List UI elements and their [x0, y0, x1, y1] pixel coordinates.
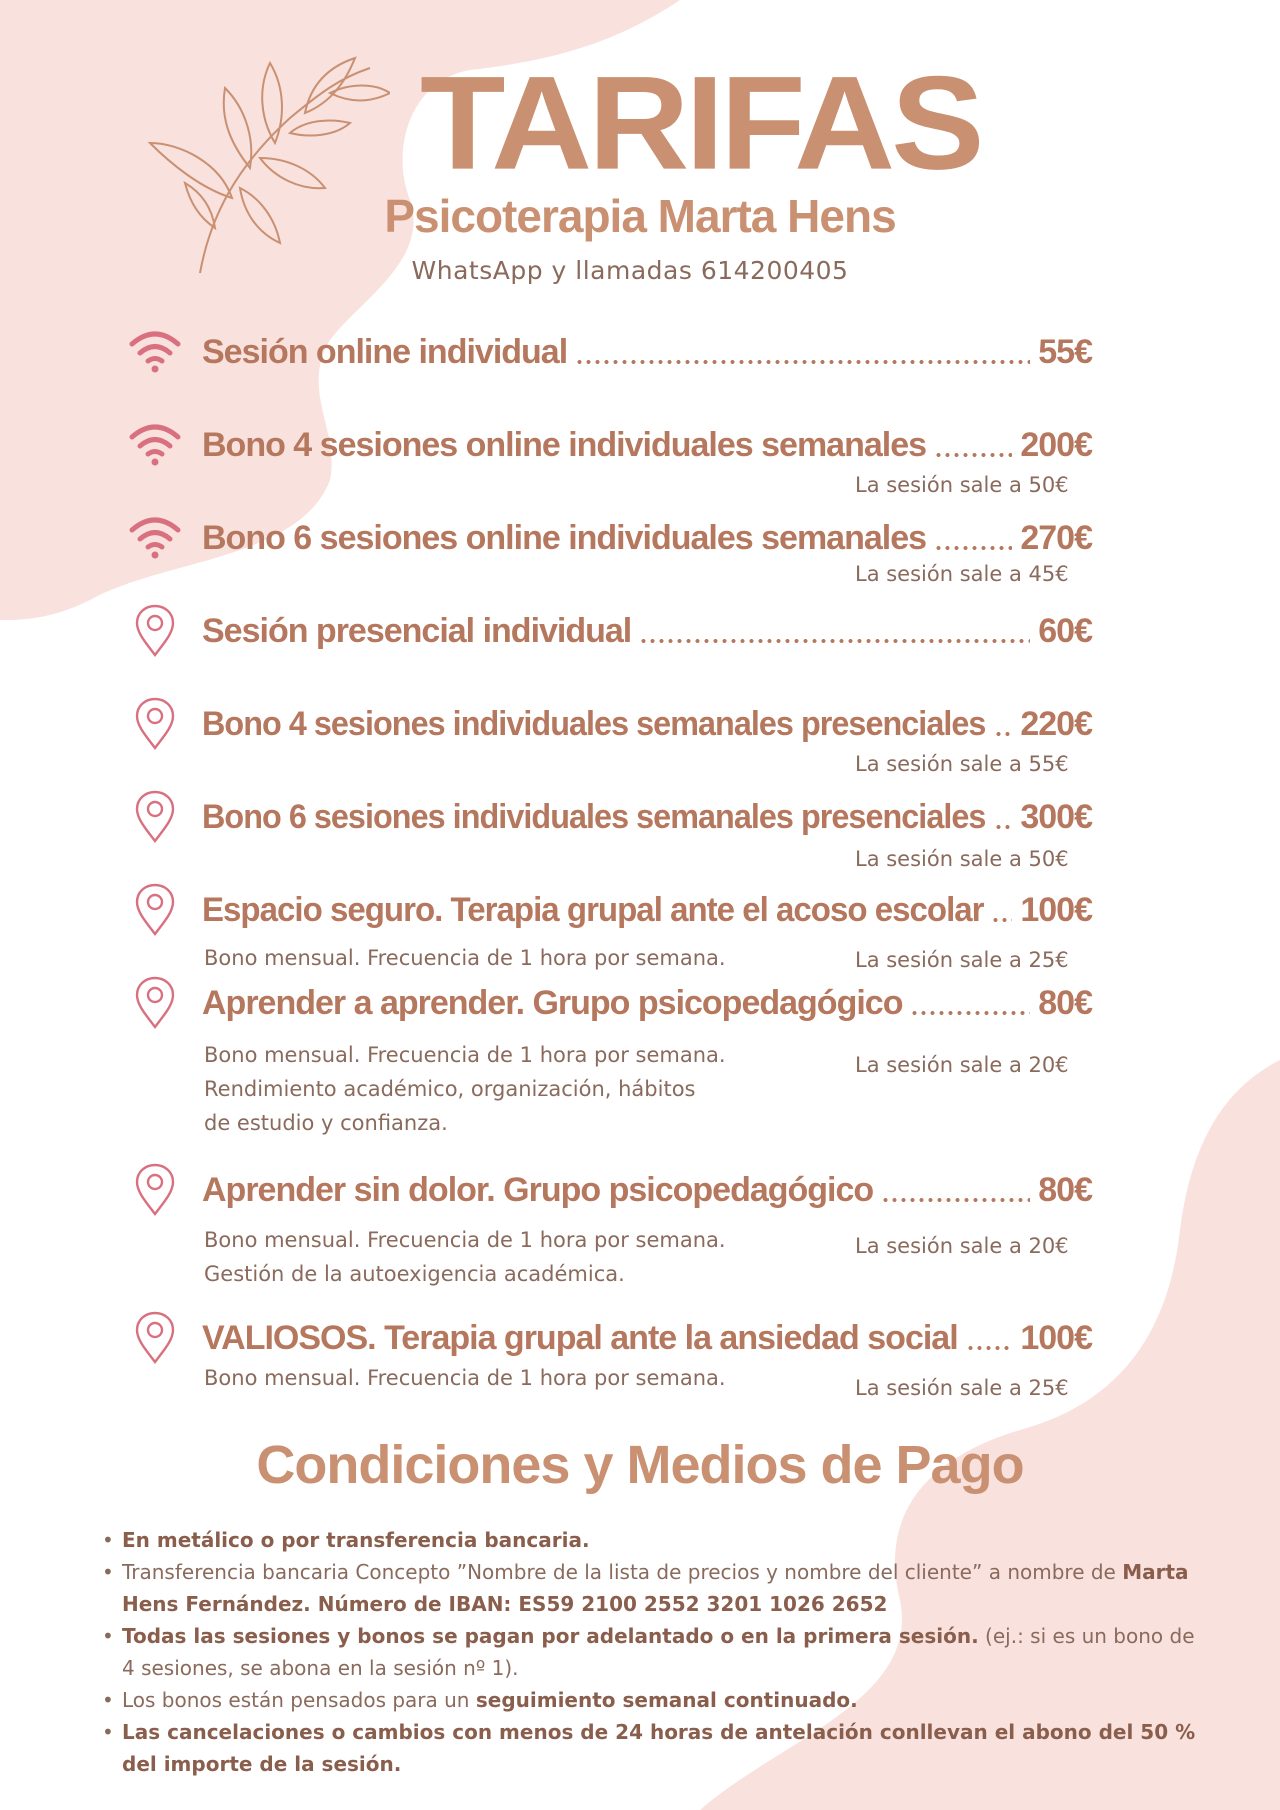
service-price: 300€	[1020, 798, 1092, 836]
service-label: Sesión presencial individual	[202, 612, 632, 650]
location-pin-icon	[128, 1310, 182, 1364]
price-row	[202, 1308, 1092, 1358]
condition-item	[100, 1524, 1200, 1556]
condition-item	[100, 1620, 1200, 1684]
location-pin-icon	[128, 1162, 182, 1216]
service-price: 80€	[1038, 984, 1092, 1022]
condition-text: Transferencia bancaria Concepto ”Nombre de la lista de precios y nombre del cliente” a nombre de	[122, 1560, 1123, 1584]
location-pin-icon	[128, 603, 182, 657]
service-label: Aprender a aprender. Grupo psicopedagógico	[202, 984, 903, 1022]
per-session-note: La sesión sale a 25€	[855, 1376, 1069, 1400]
service-description: Rendimiento académico, organización, hábitos	[204, 1077, 696, 1101]
location-pin-icon	[128, 789, 182, 843]
service-label: VALIOSOS. Terapia grupal ante la ansiedad social	[202, 1319, 958, 1357]
price-row	[202, 694, 1092, 744]
service-price: 220€	[1020, 705, 1092, 743]
service-label: Aprender sin dolor. Grupo psicopedagógico	[202, 1171, 874, 1209]
service-label: Espacio seguro. Terapia grupal ante el acoso escolar	[202, 891, 984, 929]
service-description: Gestión de la autoexigencia académica.	[204, 1262, 625, 1286]
service-label: Bono 6 sesiones individuales semanales presenciales	[202, 798, 986, 836]
condition-item	[100, 1556, 1200, 1620]
condition-text: (ej.: si es un bono de 4 sesiones, se abona en la sesión nº 1).	[122, 1624, 1195, 1680]
service-description: de estudio y confianza.	[204, 1111, 448, 1135]
wifi-icon	[128, 324, 182, 378]
dot-leader	[910, 995, 1030, 1017]
conditions-title: Condiciones y Medios de Pago	[256, 1435, 1024, 1495]
service-price: 100€	[1020, 1319, 1092, 1357]
dot-leader	[934, 437, 1012, 459]
conditions-list	[100, 1524, 1200, 1780]
service-label: Bono 6 sesiones online individuales semanales	[202, 519, 927, 557]
dot-leader	[934, 530, 1012, 552]
dot-leader	[639, 623, 1030, 645]
dot-leader	[994, 716, 1013, 738]
condition-text: Las cancelaciones o cambios con menos de 24 horas de antelación conllevan el abono del 50 % del importe de la sesión.	[122, 1720, 1196, 1776]
service-price: 60€	[1038, 612, 1092, 650]
location-pin-icon	[128, 882, 182, 936]
price-row	[202, 322, 1092, 372]
service-price: 100€	[1020, 891, 1092, 929]
service-price: 80€	[1038, 1171, 1092, 1209]
price-row	[202, 1160, 1092, 1210]
dot-leader	[994, 809, 1013, 831]
price-row	[202, 601, 1092, 651]
page-subtitle: Psicoterapia Marta Hens	[384, 190, 896, 242]
dot-leader	[966, 1330, 1013, 1352]
condition-text: Marta Hens Fernández. Número de IBAN: ES59 2100 2552 3201 1026 2652	[122, 1560, 1189, 1616]
service-description: Bono mensual. Frecuencia de 1 hora por semana.	[204, 1366, 726, 1390]
dot-leader	[991, 902, 1012, 924]
condition-text: seguimiento semanal continuado.	[475, 1688, 858, 1712]
service-label: Bono 4 sesiones online individuales semanales	[202, 426, 927, 464]
condition-item	[100, 1716, 1200, 1780]
price-row	[202, 508, 1092, 558]
location-pin-icon	[128, 696, 182, 750]
service-description: Bono mensual. Frecuencia de 1 hora por semana.	[204, 946, 726, 970]
service-price: 55€	[1038, 333, 1092, 371]
price-row	[202, 973, 1092, 1023]
condition-item	[100, 1684, 1200, 1716]
condition-text: En metálico o por transferencia bancaria.	[122, 1528, 590, 1552]
service-description: Bono mensual. Frecuencia de 1 hora por semana.	[204, 1228, 726, 1252]
dot-leader	[575, 344, 1030, 366]
dot-leader	[881, 1182, 1030, 1204]
service-price: 200€	[1020, 426, 1092, 464]
service-price: 270€	[1020, 519, 1092, 557]
condition-text: Todas las sesiones y bonos se pagan por adelantado o en la primera sesión.	[122, 1624, 979, 1648]
wifi-icon	[128, 417, 182, 471]
condition-text: Los bonos están pensados para un	[122, 1688, 476, 1712]
service-description: Bono mensual. Frecuencia de 1 hora por semana.	[204, 1043, 726, 1067]
page-title: TARIFAS	[420, 47, 981, 198]
per-session-note: La sesión sale a 50€	[855, 473, 1069, 497]
service-label: Sesión online individual	[202, 333, 568, 371]
contact-line: WhatsApp y llamadas 614200405	[411, 256, 849, 285]
price-row	[202, 880, 1092, 930]
location-pin-icon	[128, 975, 182, 1029]
wifi-icon	[128, 510, 182, 564]
per-session-note: La sesión sale a 20€	[855, 1053, 1069, 1077]
per-session-note: La sesión sale a 20€	[855, 1234, 1069, 1258]
service-label: Bono 4 sesiones individuales semanales presenciales	[202, 705, 986, 743]
price-row	[202, 787, 1092, 837]
per-session-note: La sesión sale a 50€	[855, 847, 1069, 871]
per-session-note: La sesión sale a 45€	[855, 562, 1069, 586]
price-row	[202, 415, 1092, 465]
per-session-note: La sesión sale a 55€	[855, 752, 1069, 776]
per-session-note: La sesión sale a 25€	[855, 948, 1069, 972]
